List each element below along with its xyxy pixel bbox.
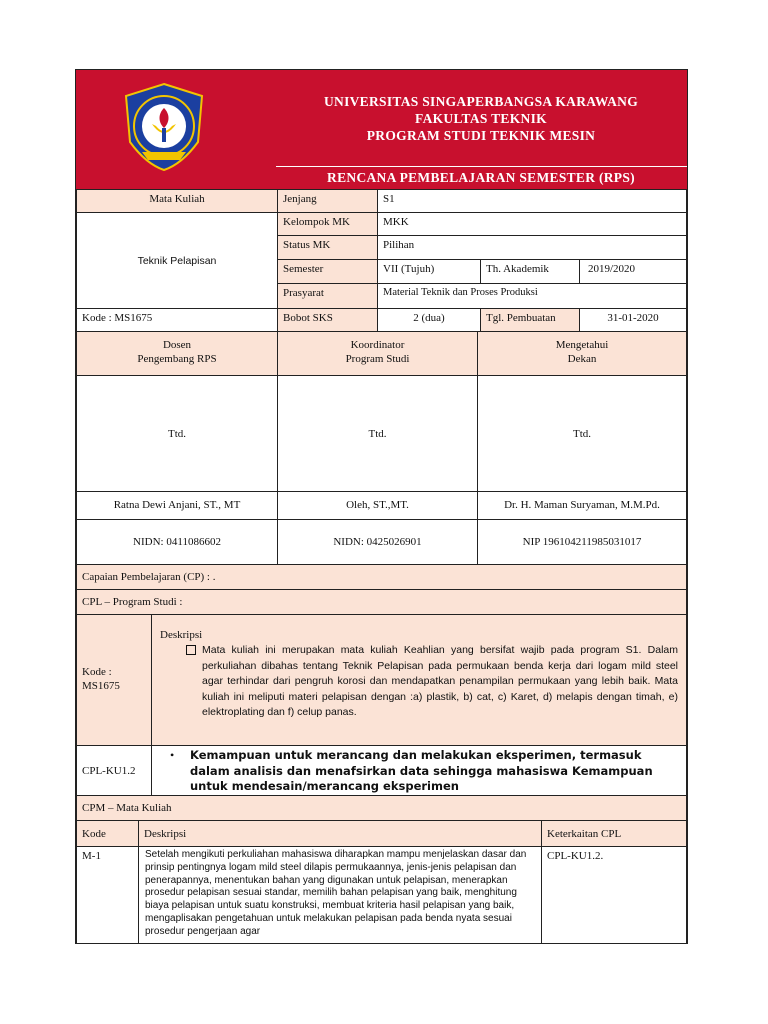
sig-name-dekan: Dr. H. Maman Suryaman, M.M.Pd. — [477, 491, 687, 520]
sig-role-koordinator-line1: Koordinator — [350, 339, 405, 351]
sig-ttd-koordinator: Ttd. — [277, 375, 478, 492]
jenjang-value: S1 — [377, 189, 687, 213]
tgl-label: Tgl. Pembuatan — [480, 308, 580, 332]
sig-role-dosen-line2: Pengembang RPS — [137, 353, 217, 365]
bobot-label: Bobot SKS — [277, 308, 378, 332]
capaian-pembelajaran: Capaian Pembelajaran (CP) : . — [76, 564, 687, 590]
cpm-header-keterkaitan: Keterkaitan CPL — [541, 820, 687, 847]
checkbox-bullet-icon — [186, 645, 196, 655]
status-label: Status MK — [277, 235, 378, 260]
cpm-row-deskripsi: Setelah mengikuti perkuliahan mahasiswa diharapkan mampu menjelaskan dasar dan prinsip pentingnya logam mild steel dilapis permukaannya, jenis-jenis pelapisan dan penerapannya, menentukan bahan yang digunakan untuk pelapisan, menerapkan prosedur pelapisan sesuai standar, memilih bahan pelapisan yang baik, menghitung biaya pelapisan untuk suatu konstruksi, membuat kriteria hasil pelapisan yang baik, mengaplisakan pengetahuan untuk melakukan pelapisan pada benda nyata sesuai prosedur pengerjaan agar — [138, 846, 542, 944]
sig-ttd-dosen: Ttd. — [76, 375, 278, 492]
sig-role-koordinator-line2: Program Studi — [345, 353, 410, 365]
cp-deskripsi-text: Mata kuliah ini merupakan mata kuliah Keahlian yang bersifat wajib pada program S1. Dalam perkuliahan dibahas tentang Teknik Pelapisan pada permukaan benda kerja dari logam mild steel agar terhindar dari pengruh korosi dan mendapatkan penampilan permukaan yang lebih baik. Mata kuliah ini meliputi materi pelapisan dengan :a) plastik, b) cat, c) Karet, d) melapis dengan timah, e) elektroplating dan f) celup panas. — [202, 644, 678, 718]
course-code: Kode : MS1675 — [76, 308, 278, 332]
th-akademik-label: Th. Akademik — [480, 259, 580, 284]
mata-kuliah-label: Mata Kuliah — [76, 189, 278, 213]
program-name: PROGRAM STUDI TEKNIK MESIN — [366, 128, 596, 143]
cpl-program-studi: CPL – Program Studi : — [76, 589, 687, 615]
header-banner — [76, 70, 687, 190]
university-name: UNIVERSITAS SINGAPERBANGSA KARAWANG — [323, 94, 639, 109]
sig-role-dosen — [76, 331, 278, 376]
jenjang-label: Jenjang — [277, 189, 378, 213]
sig-id-koordinator: NIDN: 0425026901 — [277, 519, 478, 565]
prasyarat-value: Material Teknik dan Proses Produksi — [377, 283, 687, 309]
doc-title: RENCANA PEMBELAJARAN SEMESTER (RPS) — [327, 170, 635, 185]
rps-document — [75, 69, 688, 944]
th-akademik-value: 2019/2020 — [579, 259, 687, 284]
bobot-value: 2 (dua) — [377, 308, 481, 332]
sig-id-dekan: NIP 196104211985031017 — [477, 519, 687, 565]
cp-kode-cell — [76, 614, 152, 746]
sig-role-dekan-line2: Dekan — [567, 353, 597, 365]
cpl-code: CPL-KU1.2 — [76, 745, 152, 796]
sig-role-dosen-line1: Dosen — [162, 339, 192, 351]
cp-deskripsi-label: Deskripsi — [160, 629, 203, 641]
sig-id-dosen: NIDN: 0411086602 — [76, 519, 278, 565]
cpm-header-kode: Kode — [76, 820, 139, 847]
title-divider — [276, 166, 687, 167]
sig-role-dekan — [477, 331, 687, 376]
kelompok-label: Kelompok MK — [277, 212, 378, 236]
course-name: Teknik Pelapisan — [76, 212, 278, 309]
sig-name-koordinator: Oleh, ST.,MT. — [277, 491, 478, 520]
cpl-statement-text: Kemampuan untuk merancang dan melakukan eksperimen, termasuk dalam analisis dan menafsirkan data sehingga mahasiswa Kemampuan untuk mendesain/merancang eksperimen — [190, 748, 653, 793]
cp-kode-value: MS1675 — [82, 680, 120, 692]
status-value: Pilihan — [377, 235, 687, 260]
prasyarat-label: Prasyarat — [277, 283, 378, 309]
cpm-row-kode: M-1 — [76, 846, 139, 944]
semester-label: Semester — [277, 259, 378, 284]
university-logo — [122, 82, 206, 172]
cp-deskripsi-cell — [151, 614, 687, 746]
cpm-mata-kuliah: CPM – Mata Kuliah — [76, 795, 687, 821]
tgl-value: 31-01-2020 — [579, 308, 687, 332]
cpm-row-keterkaitan: CPL-KU1.2. — [541, 846, 687, 944]
sig-role-koordinator — [277, 331, 478, 376]
cpl-bullet-icon: • — [170, 748, 175, 762]
sig-name-dosen: Ratna Dewi Anjani, ST., MT — [76, 491, 278, 520]
kelompok-value: MKK — [377, 212, 687, 236]
cpl-statement — [151, 745, 687, 796]
cp-kode-label: Kode : — [82, 666, 112, 678]
sig-ttd-dekan: Ttd. — [477, 375, 687, 492]
sig-role-dekan-line1: Mengetahui — [555, 339, 609, 351]
cpm-header-deskripsi: Deskripsi — [138, 820, 542, 847]
faculty-name: FAKULTAS TEKNIK — [415, 111, 547, 126]
semester-value: VII (Tujuh) — [377, 259, 481, 284]
